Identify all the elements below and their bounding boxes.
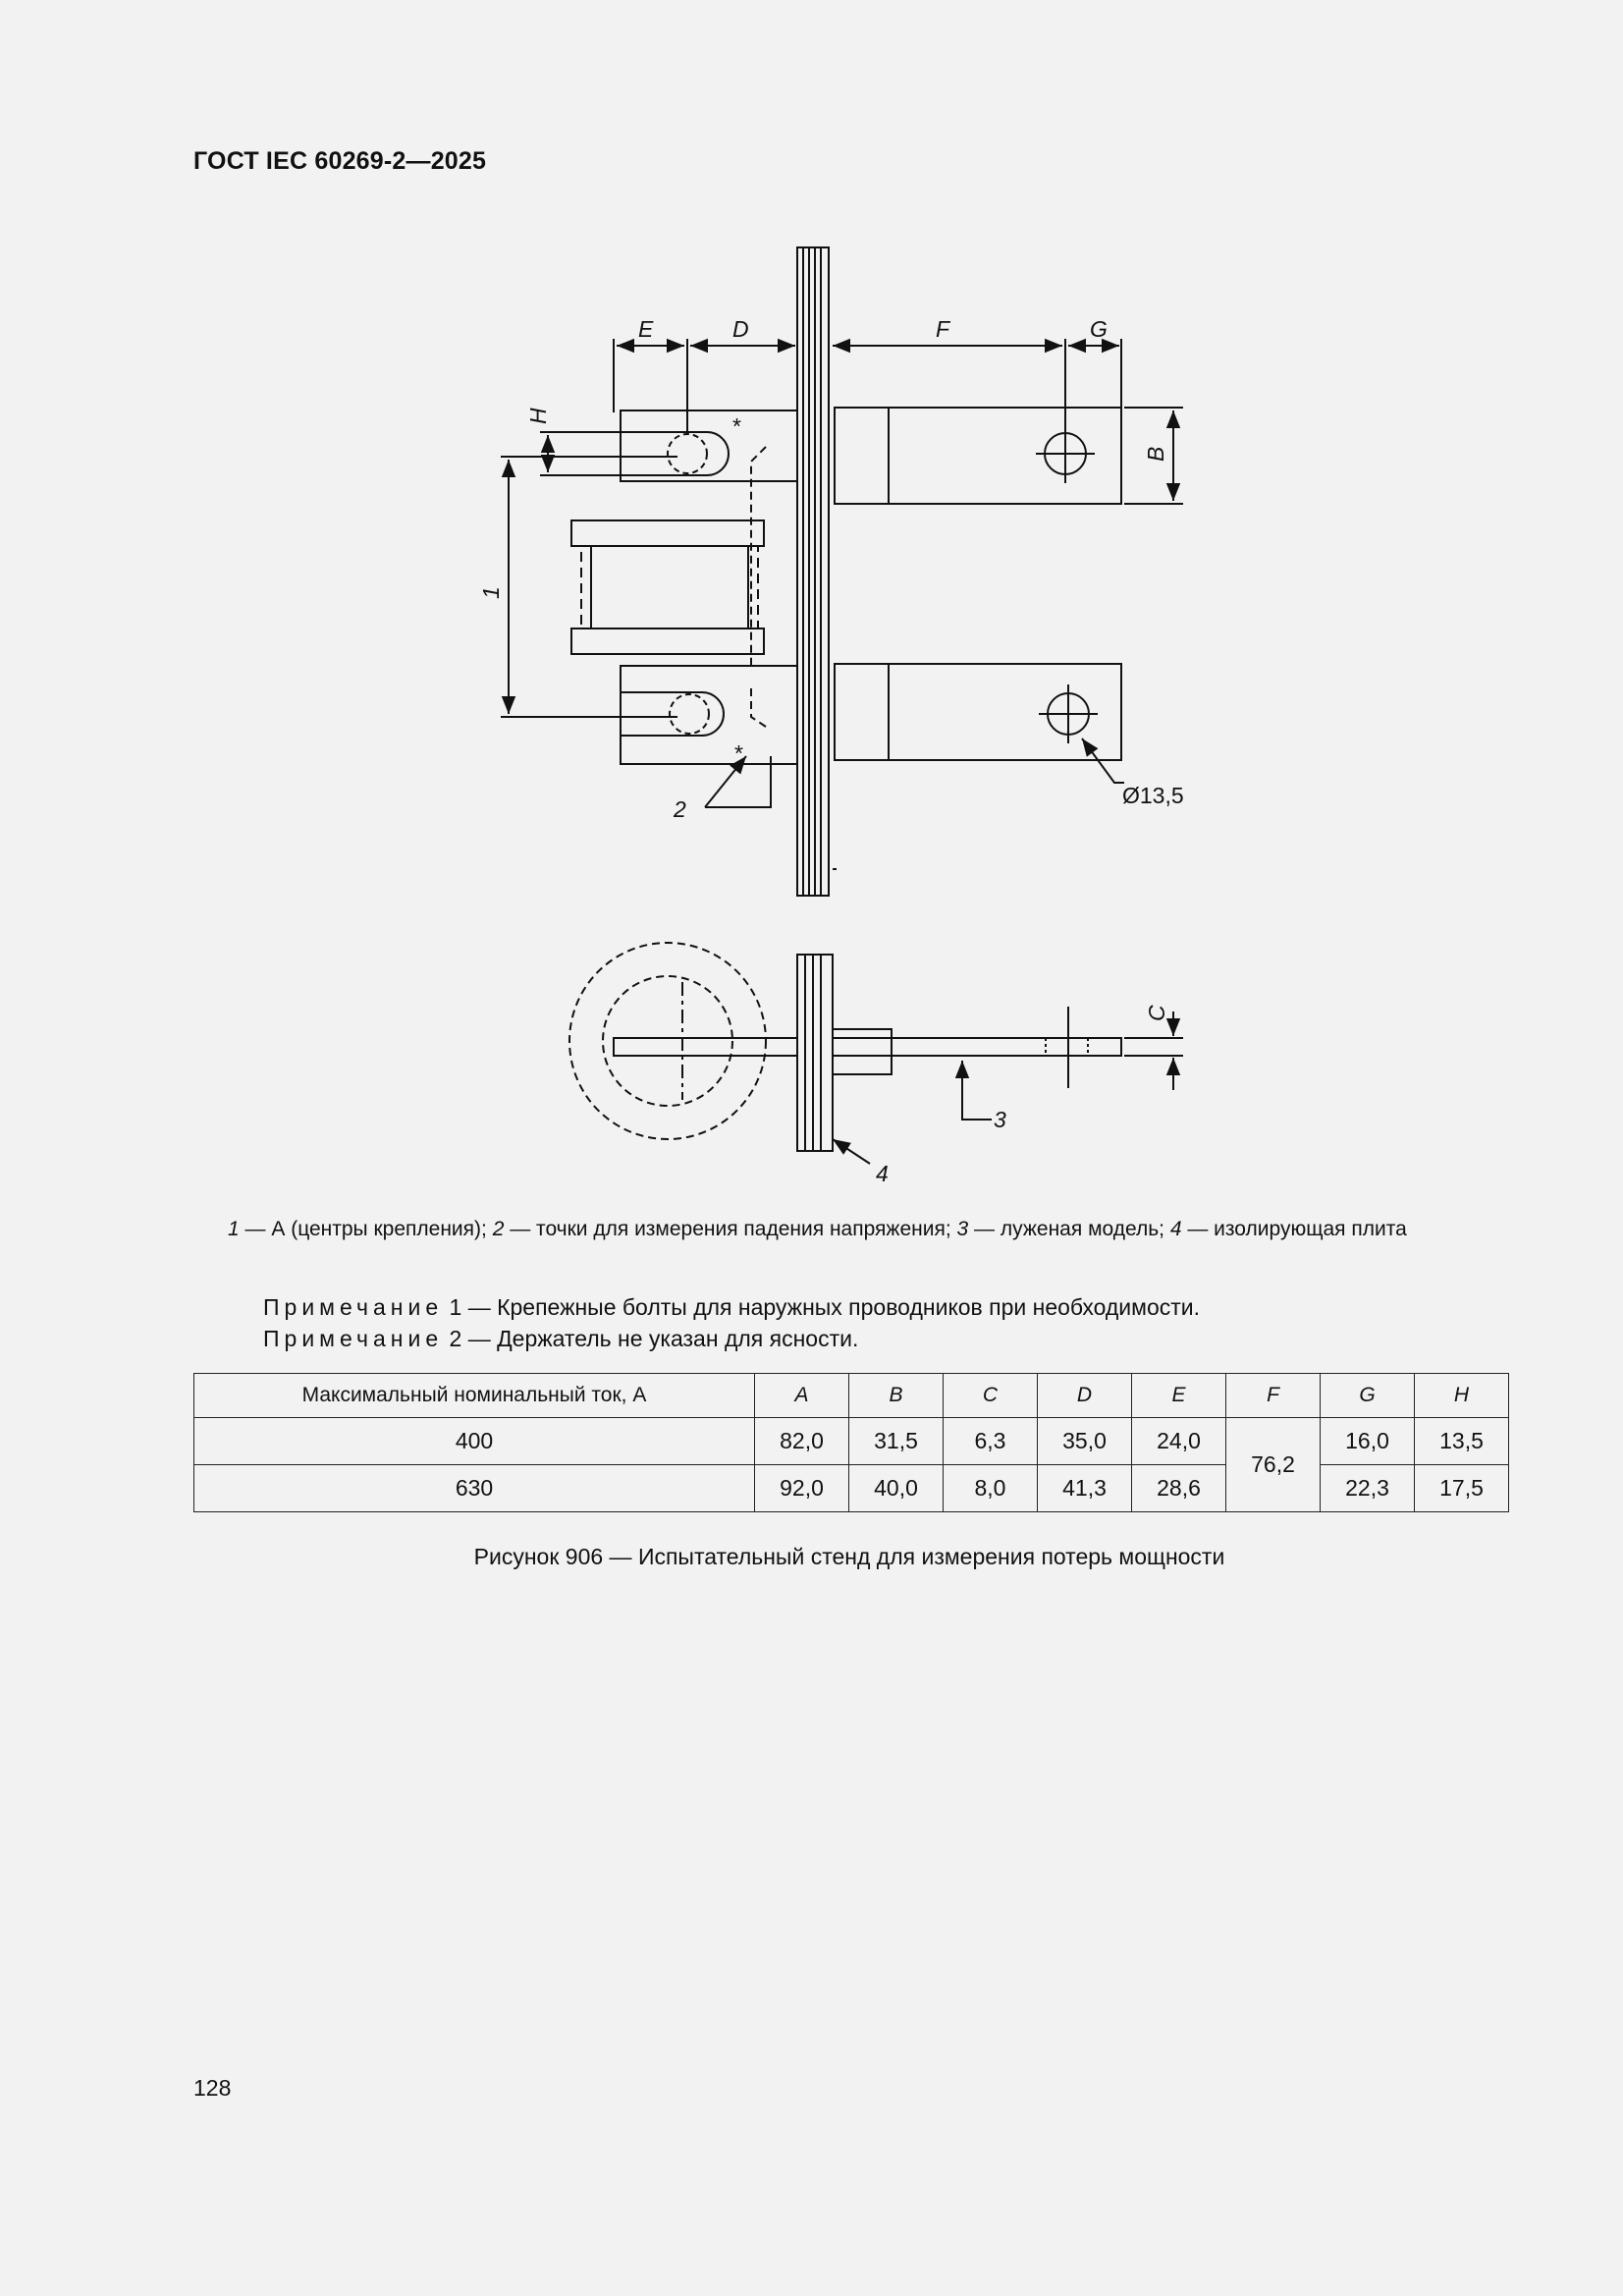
dimensions-table [193,1373,1509,1512]
dim-label-F: F [936,316,950,342]
diameter-label: Ø13,5 [1122,783,1184,808]
legend-number: 3 [956,1218,969,1240]
cell-H: 13,5 [1415,1418,1509,1465]
document-header: ГОСТ IEC 60269-2—2025 [193,147,487,175]
dim-label-E: E [638,316,654,342]
callout-2: 2 [674,796,686,822]
dim-label-G: G [1090,316,1108,342]
cell-F-merged: 76,2 [1226,1418,1321,1512]
fuse-link-body [571,520,764,654]
figure-legend [228,1218,1504,1241]
note-text: 1 — Крепежные болты для наружных проводников при необходимости. [443,1294,1201,1320]
cell-D: 41,3 [1038,1465,1132,1512]
header-C: C [944,1374,1038,1418]
cell-current: 630 [194,1465,755,1512]
cell-G: 22,3 [1321,1465,1415,1512]
cell-C: 6,3 [944,1418,1038,1465]
notes [263,1291,1200,1354]
header-G: G [1321,1374,1415,1418]
cell-B: 31,5 [849,1418,944,1465]
insulating-plate-top [797,247,837,896]
cell-E: 24,0 [1132,1418,1226,1465]
left-slotted-terminals [621,410,797,764]
note-prefix: Примечание [263,1294,444,1320]
callout-4: 4 [876,1161,889,1186]
note-2 [263,1323,1200,1354]
note-text: 2 — Держатель не указан для ясности. [443,1326,859,1351]
cell-C: 8,0 [944,1465,1038,1512]
header-B: B [849,1374,944,1418]
callout-3: 3 [994,1107,1006,1132]
header-H: H [1415,1374,1509,1418]
cell-E: 28,6 [1132,1465,1226,1512]
legend-text: — точки для измерения падения напряжения; [504,1218,957,1240]
cell-A: 82,0 [755,1418,849,1465]
table-row [194,1418,1509,1465]
cell-current: 400 [194,1418,755,1465]
note-prefix: Примечание [263,1326,444,1351]
dim-label-B: B [1143,446,1168,462]
legend-number: 4 [1169,1218,1182,1240]
cell-A: 92,0 [755,1465,849,1512]
cell-B: 40,0 [849,1465,944,1512]
dim-label-1: 1 [478,586,504,599]
cell-D: 35,0 [1038,1418,1132,1465]
figure-caption: Рисунок 906 — Испытательный стенд для измерения потерь мощности [473,1544,1225,1569]
table-header-row [194,1374,1509,1418]
measure-point-star: * [734,740,743,766]
measure-point-star: * [732,413,741,439]
header-A: A [755,1374,849,1418]
dimension-lines [501,339,1183,807]
dim-label-C: C [1144,1005,1169,1021]
legend-number: 1 [228,1218,240,1240]
legend-text: — изолирующая плита [1181,1218,1407,1240]
legend-text: — луженая модель; [968,1218,1170,1240]
header-E: E [1132,1374,1226,1418]
legend-text: — А (центры крепления); [239,1218,493,1240]
side-view [569,943,1183,1164]
header-F: F [1226,1374,1321,1418]
dim-label-H: H [525,408,551,424]
header-current: Максимальный номинальный ток, А [194,1374,755,1418]
right-terminal-bars [835,408,1121,760]
cell-H: 17,5 [1415,1465,1509,1512]
page-number: 128 [193,2075,232,2101]
dim-label-D: D [732,316,749,342]
header-D: D [1038,1374,1132,1418]
note-1 [263,1291,1200,1323]
cell-G: 16,0 [1321,1418,1415,1465]
legend-number: 2 [492,1218,505,1240]
